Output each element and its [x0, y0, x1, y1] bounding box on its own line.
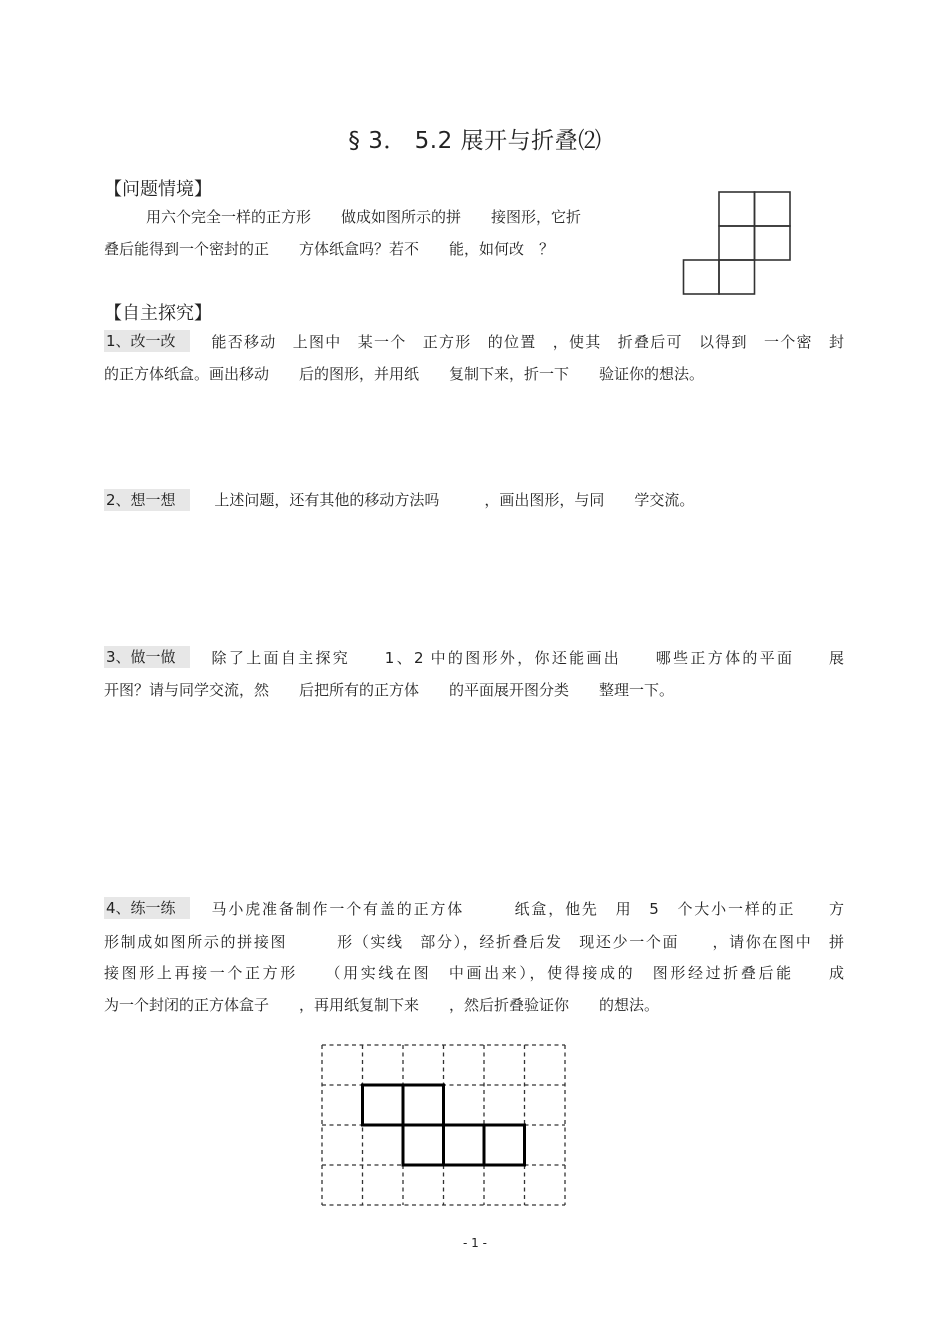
solid-square: [484, 1125, 525, 1165]
solid-square: [363, 1085, 404, 1125]
item-label: 2、想一想: [104, 489, 190, 511]
solid-square: [444, 1125, 485, 1165]
item-1-text-line-2: 的正方体纸盒。画出移动 后的图形，并用纸 复制下来，折一下 验证你的想法。: [104, 365, 705, 383]
item-label: 3、做一做: [104, 646, 190, 668]
item-4-text-line-2: 形制成如图所示的拼接图 形（实线 部分），经折叠后发 现还少一个面 ，请你在图中 拼: [104, 933, 844, 951]
item-text-line: 能否移动 上图中 某一个 正方形 的位置 ，使其 折叠后可 以得到 一个密 封: [211, 332, 844, 351]
section-heading-explore: 【自主探究】: [104, 303, 212, 324]
page-number: - 1 -: [463, 1236, 487, 1250]
problem-text-line-1: 用六个完全一样的正方形 做成如图所示的拼 接图形，它折: [146, 208, 582, 226]
item-4-text-line-4: 为一个封闭的正方体盒子 ，再用纸复制下来 ，然后折叠验证你 的想法。: [104, 996, 660, 1014]
solid-square: [403, 1085, 444, 1125]
item-4-text-line-3: 接图形上再接一个正方形 （用实线在图 中画出来），使得接成的 图形经过折叠后能 成: [104, 964, 844, 982]
item-label: 1、改一改: [104, 330, 190, 352]
section-heading-problem: 【问题情境】: [104, 179, 212, 200]
item-3-text-line-2: 开图？请与同学交流，然 后把所有的正方体 的平面展开图分类 整理一下。: [104, 681, 675, 699]
item-text-line: 马小虎准备制作一个有盖的正方体 纸盒，他先 用 5 个大小一样的正 方: [211, 899, 844, 918]
page-title: § 3． 5.2 展开与折叠⑵: [348, 128, 602, 154]
solid-net: [363, 1085, 525, 1165]
item-text-line: 上述问题，还有其他的移动方法吗 ，画出图形，与同 学交流。: [214, 491, 695, 509]
item-label: 4、练一练: [104, 897, 190, 919]
item-text-line: 除了上面自主探究 1、2 中的图形外，你还能画出 哪些正方体的平面 展: [211, 648, 844, 667]
problem-text-line-2: 叠后能得到一个密封的正 方体纸盒吗？若不 能，如何改 ？: [104, 240, 555, 258]
solid-square: [403, 1125, 444, 1165]
